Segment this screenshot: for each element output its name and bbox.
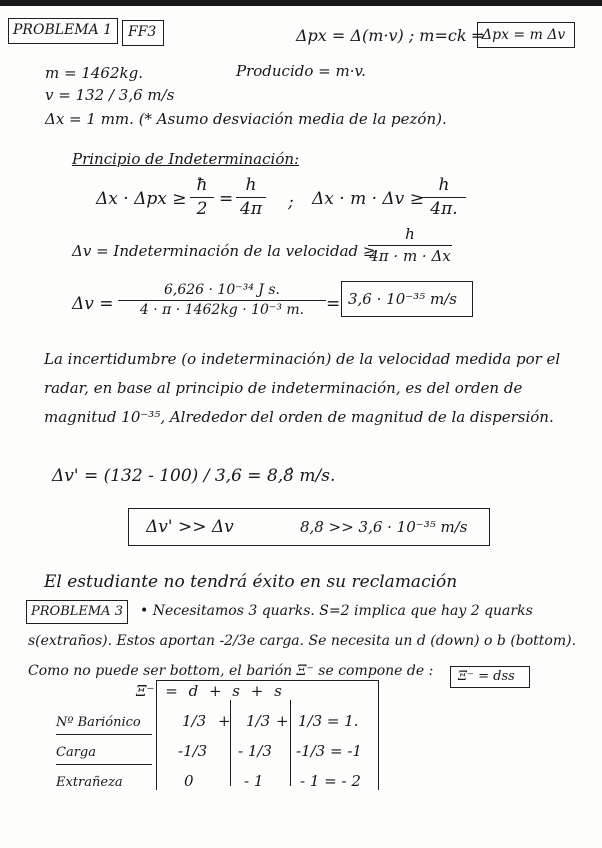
eq1-frac1-den: 2 <box>196 198 208 219</box>
eq3-frac <box>118 283 326 319</box>
row-c2: 1/3 <box>246 712 271 730</box>
eq2-frac-num: h <box>405 225 415 243</box>
uncertainty-paragraph: La incertidumbre (o indeterminación) de la velocidad medida por el radar, en base al principio de indeterminación, es del orden de magnitud 10⁻³⁵, Alrededor del orden de magnitud de la dispersión. <box>44 350 561 426</box>
code-label: FF3 <box>128 24 157 40</box>
eq2-frac <box>368 226 452 264</box>
page-top-edge <box>0 0 602 6</box>
row-op1: + <box>218 712 231 730</box>
eq1-frac2 <box>236 176 266 218</box>
row-label: Extrañeza <box>56 775 123 790</box>
eq1-frac1 <box>190 176 214 218</box>
problem1-label: PROBLEMA 1 <box>13 22 113 38</box>
eq4-formula: Δv' = (132 - 100) / 3,6 = 8,8̂ m/s. <box>52 466 336 486</box>
header-formula: Δpx = Δ(m·v) ; m=ck ⇒ <box>296 26 486 45</box>
table-top-line <box>156 680 378 681</box>
problem3-label: PROBLEMA 3 <box>31 604 123 619</box>
eq3-numerator: 6,626 · 10⁻³⁴ J s. <box>163 282 280 298</box>
eq1-frac1-num: ħ <box>196 175 208 195</box>
row-c1: 1/3 <box>182 712 207 730</box>
eq1-equals: = <box>219 189 234 209</box>
eq3-result: 3,6 · 10⁻³⁵ m/s <box>348 290 457 308</box>
problem3-text: • Necesitamos 3 quarks. S=2 implica que hay 2 quarks s(extraños). Estos aportan -2/3e carga. Se necesita un d (down) o b (bottom). Como no puede ser bottom, el barión Ξ⁻ se compone de : <box>28 603 577 679</box>
principle-heading: Principio de Indeterminación: <box>72 150 300 168</box>
eq1-sep: ; <box>288 192 294 212</box>
dx-value: Δx = 1 mm. (* Asumo desviación media de la pezón). <box>45 110 447 128</box>
eq3-equals: = <box>326 294 341 314</box>
eq1-frac3 <box>422 176 466 218</box>
row-label: Nº Bariónico <box>56 715 141 730</box>
row-c1: -1/3 <box>178 742 208 760</box>
table-col-divider-2 <box>290 700 291 786</box>
speed-value: v = 132 / 3,6 m/s <box>45 86 175 104</box>
row-label: Carga <box>56 745 96 760</box>
eq3-lhs: Δv = <box>72 294 114 314</box>
eq1-frac2-num: h <box>245 175 257 195</box>
eq1-frac3-num: h <box>438 175 450 195</box>
row-c3: 1/3 = 1. <box>298 712 359 730</box>
row-c3: -1/3 = -1 <box>296 742 362 760</box>
eq1-lhs: Δx · Δpx ≥ <box>96 189 187 209</box>
header-boxed-formula: Δpx = m Δv <box>482 27 566 43</box>
row-c2: - 1/3 <box>238 742 272 760</box>
problem3-boxed: Ξ⁻ = dss <box>458 669 515 684</box>
comparison-left: Δv' >> Δv <box>146 517 234 537</box>
table-left-border <box>156 680 157 790</box>
eq2-lhs: Δv = Indeterminación de la velocidad ≥ <box>72 242 376 260</box>
eq1-frac2-den: 4π <box>240 198 262 219</box>
eq3-denominator: 4 · π · 1462kg · 10⁻³ m. <box>139 302 305 319</box>
row-c1: 0 <box>184 772 194 790</box>
row-underline <box>56 764 152 765</box>
eq2-frac-den: 4π · m · Δx <box>369 246 451 265</box>
row-c2: - 1 <box>244 772 264 790</box>
row-op2: + <box>276 712 289 730</box>
conclusion-text: El estudiante no tendrá éxito en su reclamación <box>44 572 458 592</box>
eq1-frac3-den: 4π. <box>430 198 458 219</box>
row-c3: - 1 = - 2 <box>300 772 361 790</box>
table-right-border <box>378 680 379 790</box>
table-header: Ξ⁻ = d + s + s <box>136 682 282 700</box>
eq1-mid: Δx · m · Δv ≥ <box>312 189 424 209</box>
mass-value: m = 1462kg. <box>45 64 143 82</box>
row-underline <box>56 734 152 735</box>
momentum-note: Producido = m·v. <box>236 62 366 80</box>
comparison-right: 8,8 >> 3,6 · 10⁻³⁵ m/s <box>300 518 468 536</box>
